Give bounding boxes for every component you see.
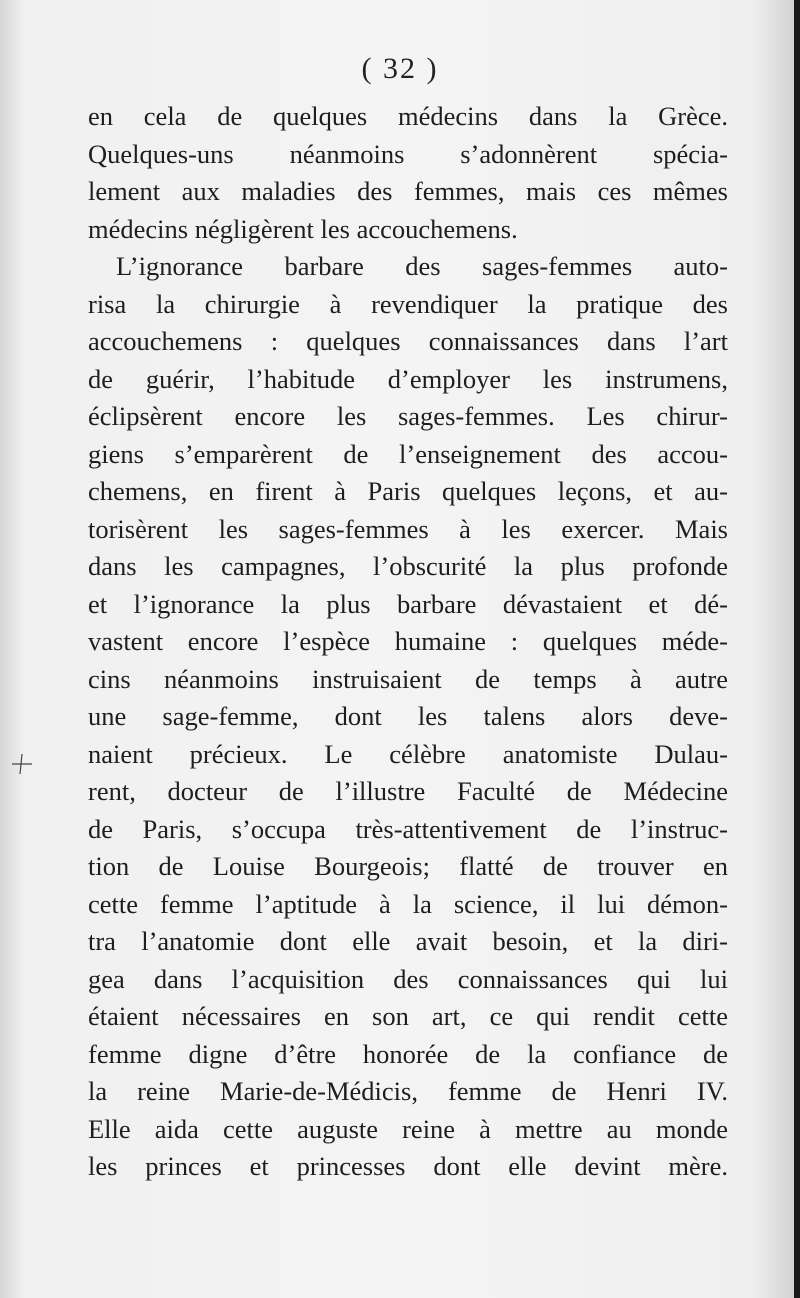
text-line: Quelques-uns néanmoins s’adonnèrent spécia- — [88, 138, 728, 169]
text-line: rent, docteur de l’illustre Faculté de Médecine — [88, 776, 728, 806]
text-line: chemens, en firent à Paris quelques leçons, et au- — [88, 476, 728, 506]
text-line: étaient nécessaires en son art, ce qui rendit cette — [88, 1001, 728, 1031]
text-line: les princes et princesses dont elle devint mère. — [88, 1151, 728, 1181]
text-line: risa la chirurgie à revendiquer la pratique des — [88, 288, 728, 319]
page-edge-shadow — [794, 0, 800, 1298]
text-line: éclipsèrent encore les sages-femmes. Les chirur- — [88, 401, 728, 431]
text-line: femme digne d’être honorée de la confiance de — [88, 1038, 728, 1069]
margin-cross-mark — [10, 752, 34, 776]
text-line: de guérir, l’habitude d’employer les instrumens, — [88, 363, 728, 394]
paragraph-1 — [88, 98, 728, 248]
text-line: et l’ignorance la plus barbare dévastaient et dé- — [88, 588, 728, 619]
text-line: cette femme l’aptitude à la science, il lui démon- — [88, 888, 728, 919]
text-line: torisèrent les sages-femmes à les exercer. Mais — [88, 513, 728, 544]
text-line: une sage-femme, dont les talens alors deve- — [88, 701, 728, 731]
text-line: cins néanmoins instruisaient de temps à autre — [88, 663, 728, 694]
text-line: L’ignorance barbare des sages-femmes auto- — [116, 251, 728, 281]
text-line: gea dans l’acquisition des connaissances qui lui — [88, 963, 728, 994]
text-line: naient précieux. Le célèbre anatomiste Dulau- — [88, 738, 728, 769]
text-line: tion de Louise Bourgeois; flatté de trouver en — [88, 851, 728, 881]
text-line: accouchemens : quelques connaissances dans l’art — [88, 326, 728, 356]
text-line: de Paris, s’occupa très-attentivement de l’instruc- — [88, 813, 728, 844]
body-text — [88, 98, 728, 1186]
text-line: la reine Marie-de-Médicis, femme de Henri IV. — [88, 1076, 728, 1106]
text-line: dans les campagnes, l’obscurité la plus profonde — [88, 551, 728, 581]
text-line: médecins négligèrent les accouchemens. — [88, 213, 518, 244]
text-line: vastent encore l’espèce humaine : quelques méde- — [88, 626, 728, 656]
text-line: giens s’emparèrent de l’enseignement des accou- — [88, 438, 728, 469]
text-line: tra l’anatomie dont elle avait besoin, et la diri- — [88, 926, 728, 956]
text-line: lement aux maladies des femmes, mais ces mêmes — [88, 176, 728, 206]
text-line: Elle aida cette auguste reine à mettre au monde — [88, 1113, 728, 1144]
page-number: ( 32 ) — [361, 52, 439, 85]
paragraph-2 — [88, 248, 728, 1186]
text-line: en cela de quelques médecins dans la Grèce. — [88, 101, 728, 131]
